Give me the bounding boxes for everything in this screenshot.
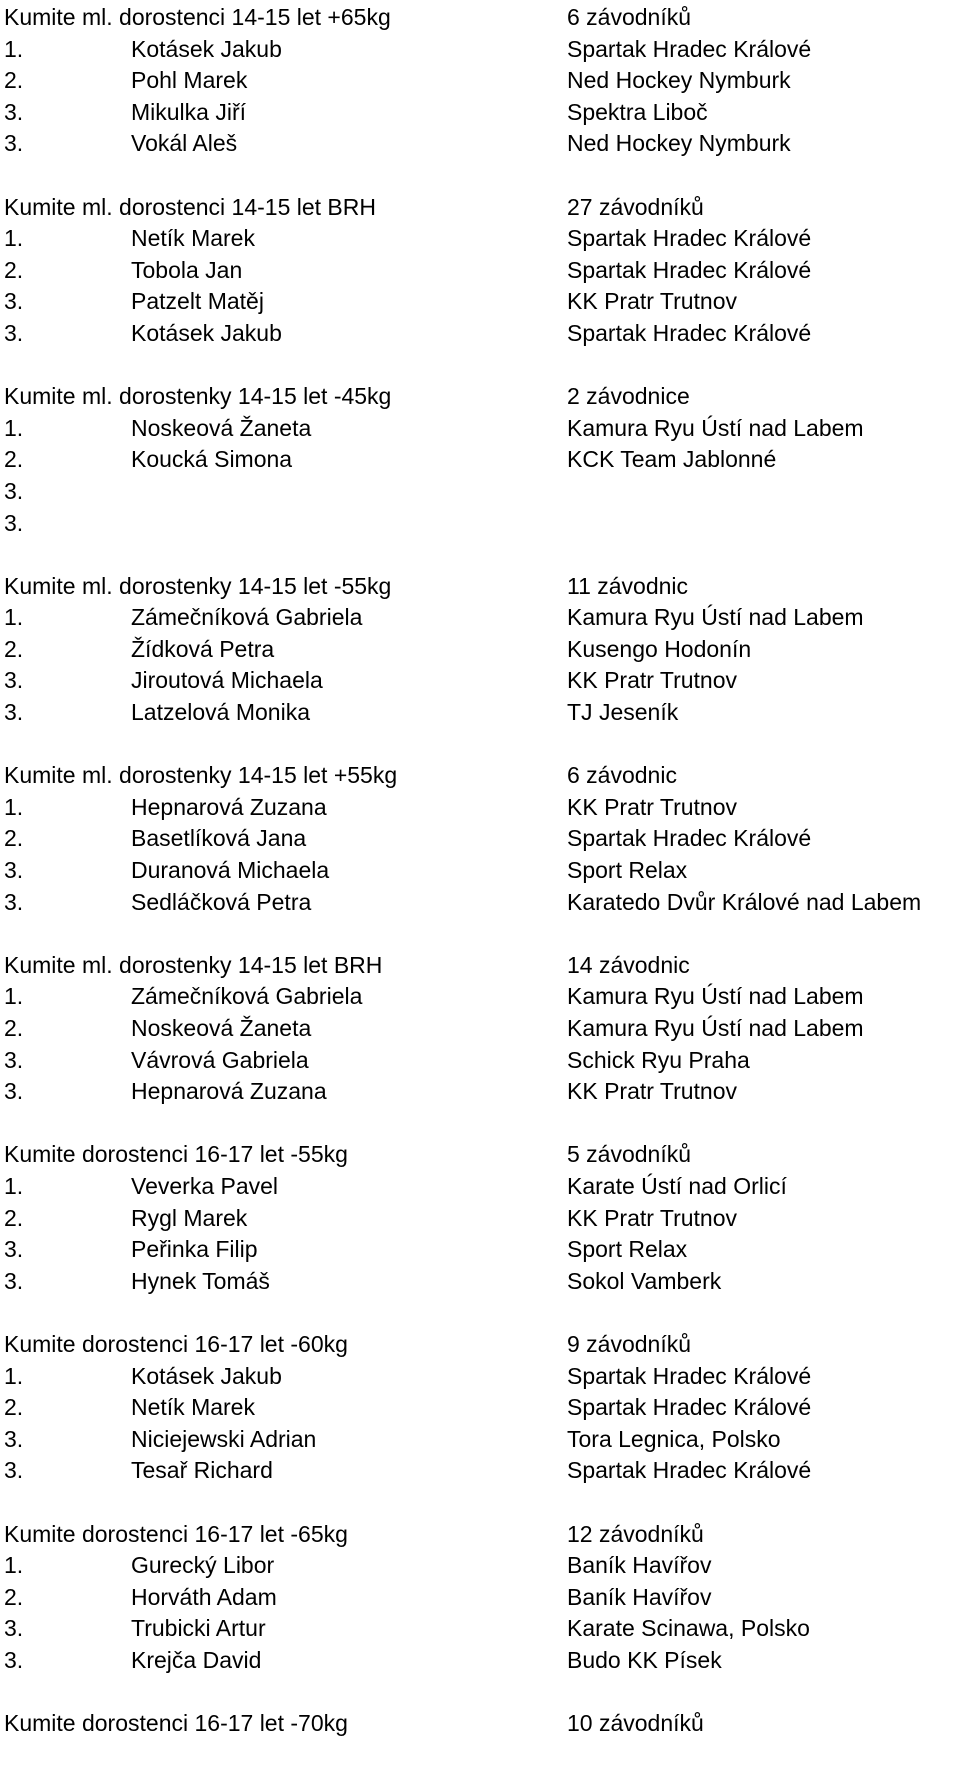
category-block xyxy=(4,1329,960,1487)
category-block xyxy=(4,2,960,160)
result-row xyxy=(4,223,960,255)
club-name: KK Pratr Trutnov xyxy=(567,1078,738,1105)
competitor-name: Peřinka Filip xyxy=(131,1236,258,1263)
competitor-count: 2 závodnice xyxy=(567,383,690,410)
club-name: Karate Scinawa, Polsko xyxy=(567,1615,810,1642)
club-name: Kamura Ryu Ústí nad Labem xyxy=(567,604,864,631)
competitor-name: Žídková Petra xyxy=(131,635,275,662)
result-row xyxy=(4,1203,960,1235)
club-name: Spartak Hradec Králové xyxy=(567,1362,812,1389)
result-row xyxy=(4,1613,960,1645)
result-row xyxy=(4,318,960,350)
result-row xyxy=(4,97,960,129)
result-rank: 2. xyxy=(4,1394,24,1421)
result-row xyxy=(4,413,960,445)
result-rank: 2. xyxy=(4,635,24,662)
competitor-count: 12 závodníků xyxy=(567,1520,704,1547)
club-name: Spartak Hradec Králové xyxy=(567,1457,812,1484)
competitor-name: Koucká Simona xyxy=(131,446,293,473)
category-title: Kumite ml. dorostenci 14-15 let BRH xyxy=(4,193,376,220)
competitor-name: Netík Marek xyxy=(131,225,255,252)
result-row xyxy=(4,855,960,887)
result-rank: 2. xyxy=(4,446,24,473)
competitor-name: Tesař Richard xyxy=(131,1457,273,1484)
result-row xyxy=(4,1266,960,1298)
competitor-count: 27 závodníků xyxy=(567,193,704,220)
club-name: KK Pratr Trutnov xyxy=(567,1204,738,1231)
result-row xyxy=(4,823,960,855)
result-rank: 3. xyxy=(4,130,24,157)
result-rank: 3. xyxy=(4,288,24,315)
result-row xyxy=(4,508,960,540)
category-header xyxy=(4,381,960,413)
result-row xyxy=(4,444,960,476)
result-row xyxy=(4,665,960,697)
result-rank: 2. xyxy=(4,825,24,852)
result-rank: 3. xyxy=(4,98,24,125)
competitor-name: Noskeová Žaneta xyxy=(131,414,312,441)
result-row xyxy=(4,1455,960,1487)
result-row xyxy=(4,1076,960,1108)
club-name: KK Pratr Trutnov xyxy=(567,793,738,820)
club-name: Baník Havířov xyxy=(567,1583,712,1610)
club-name: Baník Havířov xyxy=(567,1552,712,1579)
result-rank: 3. xyxy=(4,1425,24,1452)
result-rank: 1. xyxy=(4,414,24,441)
result-rank: 2. xyxy=(4,67,24,94)
club-name: Spektra Liboč xyxy=(567,98,708,125)
club-name: KCK Team Jablonné xyxy=(567,446,777,473)
category-block xyxy=(4,192,960,350)
competitor-name: Hepnarová Zuzana xyxy=(131,1078,327,1105)
category-header xyxy=(4,760,960,792)
competitor-name: Zámečníková Gabriela xyxy=(131,604,363,631)
category-title: Kumite dorostenci 16-17 let -55kg xyxy=(4,1141,348,1168)
result-rank: 3. xyxy=(4,699,24,726)
competitor-name: Noskeová Žaneta xyxy=(131,1015,312,1041)
competitor-name: Pohl Marek xyxy=(131,67,248,94)
competitor-name: Vávrová Gabriela xyxy=(131,1046,309,1073)
competitor-name: Trubicki Artur xyxy=(131,1615,266,1642)
club-name: Spartak Hradec Králové xyxy=(567,825,812,852)
category-title: Kumite ml. dorostenky 14-15 let +55kg xyxy=(4,762,398,789)
result-row xyxy=(4,34,960,66)
competitor-name: Horváth Adam xyxy=(131,1583,277,1610)
category-header xyxy=(4,1519,960,1551)
competitor-name: Vokál Aleš xyxy=(131,130,238,157)
competitor-count: 10 závodníků xyxy=(567,1710,704,1737)
competitor-name: Niciejewski Adrian xyxy=(131,1425,317,1452)
category-header xyxy=(4,192,960,224)
competitor-name: Kotásek Jakub xyxy=(131,35,282,62)
result-rank: 3. xyxy=(4,1457,24,1484)
result-rank: 3. xyxy=(4,1236,24,1263)
club-name: Spartak Hradec Králové xyxy=(567,35,812,62)
competitor-name: Kotásek Jakub xyxy=(131,319,282,346)
competitor-count: 14 závodnic xyxy=(567,951,690,978)
result-rank: 3. xyxy=(4,1046,24,1073)
competitor-name: Kotásek Jakub xyxy=(131,1362,282,1389)
competitor-name: Duranová Michaela xyxy=(131,857,330,884)
competitor-count: 6 závodnic xyxy=(567,762,677,789)
result-row xyxy=(4,602,960,634)
competitor-count: 5 závodníků xyxy=(567,1141,692,1168)
category-block xyxy=(4,381,960,539)
result-rank: 1. xyxy=(4,1552,24,1579)
result-row xyxy=(4,255,960,287)
club-name: Sport Relax xyxy=(567,857,688,884)
category-block xyxy=(4,1139,960,1297)
result-row xyxy=(4,1361,960,1393)
result-row xyxy=(4,1424,960,1456)
competitor-count: 11 závodnic xyxy=(567,572,689,599)
result-row xyxy=(4,1234,960,1266)
club-name: Sport Relax xyxy=(567,1236,688,1263)
result-row xyxy=(4,476,960,508)
result-row xyxy=(4,128,960,160)
result-row xyxy=(4,1045,960,1077)
result-rank: 1. xyxy=(4,793,24,820)
competitor-name: Hepnarová Zuzana xyxy=(131,793,327,820)
result-rank: 1. xyxy=(4,1172,24,1199)
competitor-name: Zámečníková Gabriela xyxy=(131,983,363,1010)
club-name: Ned Hockey Nymburk xyxy=(567,67,791,94)
result-row xyxy=(4,887,960,919)
result-row xyxy=(4,1645,960,1677)
competitor-name: Mikulka Jiří xyxy=(131,98,247,125)
result-rank: 1. xyxy=(4,604,24,631)
club-name: KK Pratr Trutnov xyxy=(567,288,738,315)
result-row xyxy=(4,1550,960,1582)
competitor-count: 6 závodníků xyxy=(567,4,692,30)
club-name: Spartak Hradec Králové xyxy=(567,1394,812,1421)
result-rank: 1. xyxy=(4,1362,24,1389)
category-header xyxy=(4,1708,960,1740)
result-rank: 3. xyxy=(4,888,24,915)
club-name: Kamura Ryu Ústí nad Labem xyxy=(567,983,864,1010)
result-rank: 3. xyxy=(4,1267,24,1294)
result-rank: 1. xyxy=(4,983,24,1010)
club-name: Kusengo Hodonín xyxy=(567,635,752,662)
club-name: Karate Ústí nad Orlicí xyxy=(567,1172,787,1199)
competitor-name: Hynek Tomáš xyxy=(131,1267,270,1294)
result-rank: 3. xyxy=(4,1615,24,1642)
competitor-name: Tobola Jan xyxy=(131,256,243,283)
category-block xyxy=(4,1708,960,1740)
competitor-name: Latzelová Monika xyxy=(131,699,310,726)
result-row xyxy=(4,1392,960,1424)
category-block xyxy=(4,571,960,729)
competitor-name: Netík Marek xyxy=(131,1394,255,1421)
result-rank: 2. xyxy=(4,1583,24,1610)
result-row xyxy=(4,1013,960,1045)
results-document xyxy=(4,2,960,1771)
competitor-name: Rygl Marek xyxy=(131,1204,248,1231)
result-row xyxy=(4,634,960,666)
result-rank: 3. xyxy=(4,1078,24,1105)
result-rank: 3. xyxy=(4,319,24,346)
category-header xyxy=(4,571,960,603)
category-block xyxy=(4,760,960,918)
category-title: Kumite dorostenci 16-17 let -65kg xyxy=(4,1520,348,1547)
category-title: Kumite ml. dorostenky 14-15 let -55kg xyxy=(4,572,392,599)
club-name: Kamura Ryu Ústí nad Labem xyxy=(567,1015,864,1041)
result-rank: 3. xyxy=(4,477,24,504)
category-block xyxy=(4,1519,960,1677)
competitor-name: Krejča David xyxy=(131,1646,262,1673)
category-title: Kumite dorostenci 16-17 let -60kg xyxy=(4,1330,348,1357)
club-name: Budo KK Písek xyxy=(567,1646,722,1673)
result-row xyxy=(4,1582,960,1614)
club-name: Spartak Hradec Králové xyxy=(567,319,812,346)
category-title: Kumite dorostenci 16-17 let -70kg xyxy=(4,1710,348,1737)
club-name: Ned Hockey Nymburk xyxy=(567,130,791,157)
result-rank: 1. xyxy=(4,225,24,252)
result-row xyxy=(4,981,960,1013)
result-rank: 2. xyxy=(4,1204,24,1231)
category-block xyxy=(4,950,960,1108)
club-name: Sokol Vamberk xyxy=(567,1267,722,1294)
result-rank: 3. xyxy=(4,1646,24,1673)
club-name: Spartak Hradec Králové xyxy=(567,225,812,252)
result-row xyxy=(4,286,960,318)
result-row xyxy=(4,697,960,729)
result-row xyxy=(4,1171,960,1203)
club-name: Tora Legnica, Polsko xyxy=(567,1425,781,1452)
competitor-name: Basetlíková Jana xyxy=(131,825,307,852)
competitor-name: Sedláčková Petra xyxy=(131,888,312,915)
result-rank: 3. xyxy=(4,667,24,694)
club-name: KK Pratr Trutnov xyxy=(567,667,738,694)
competitor-name: Patzelt Matěj xyxy=(131,288,264,315)
category-header xyxy=(4,1329,960,1361)
category-header xyxy=(4,1139,960,1171)
result-rank: 3. xyxy=(4,509,24,536)
competitor-name: Jiroutová Michaela xyxy=(131,667,323,694)
category-title: Kumite ml. dorostenci 14-15 let +65kg xyxy=(4,4,391,30)
competitor-name: Veverka Pavel xyxy=(131,1172,279,1199)
club-name: Spartak Hradec Králové xyxy=(567,256,812,283)
result-rank: 2. xyxy=(4,256,24,283)
result-rank: 1. xyxy=(4,35,24,62)
result-row xyxy=(4,792,960,824)
result-rank: 3. xyxy=(4,857,24,884)
club-name: Karatedo Dvůr Králové nad Labem xyxy=(567,888,922,915)
result-rank: 2. xyxy=(4,1015,24,1041)
competitor-name: Gurecký Libor xyxy=(131,1552,275,1579)
club-name: TJ Jeseník xyxy=(567,699,679,726)
category-title: Kumite ml. dorostenky 14-15 let -45kg xyxy=(4,383,392,410)
category-title: Kumite ml. dorostenky 14-15 let BRH xyxy=(4,951,383,978)
category-header xyxy=(4,950,960,982)
competitor-count: 9 závodníků xyxy=(567,1330,692,1357)
result-row xyxy=(4,65,960,97)
category-header xyxy=(4,2,960,34)
club-name: Kamura Ryu Ústí nad Labem xyxy=(567,414,864,441)
club-name: Schick Ryu Praha xyxy=(567,1046,750,1073)
